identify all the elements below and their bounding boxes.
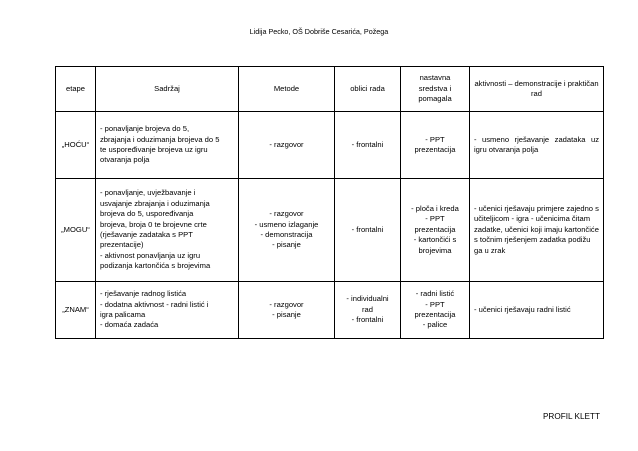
oblici-line: - individualni [346, 294, 389, 304]
sadrzaj-line: otvaranja polja [100, 155, 150, 165]
metode-cell [239, 179, 335, 282]
sadrzaj-line: prezentacije) [100, 240, 144, 250]
sadrzaj-line: igra palicama [100, 310, 146, 319]
metode-line: - pisanje [272, 310, 301, 319]
table-row [56, 112, 604, 179]
etapa-cell: „MOGU“ [56, 179, 96, 282]
oblici-line: - frontalni [351, 224, 384, 234]
sadrzaj-line: - ponavljanje brojeva do 5, [100, 124, 190, 134]
sredstva-cell [401, 112, 470, 179]
footer-brand: PROFIL KLETT [542, 412, 600, 421]
metode-cell [239, 112, 335, 179]
oblici-line: - frontalni [351, 139, 384, 149]
sadrzaj-line: - rješavanje radnog listića [100, 289, 187, 299]
header-sadrzaj: Sadržaj [96, 67, 239, 112]
header-metode: Metode [239, 67, 335, 112]
sredstva-line: prezentacija [414, 224, 456, 234]
sredstva-line: prezentacija [414, 310, 456, 319]
sadrzaj-line: te uspoređivanje brojeva uz igru [100, 145, 208, 154]
oblici-line: rad [362, 304, 373, 314]
etapa-cell: „ZNAM“ [56, 282, 96, 339]
sredstva-line: - ploča i kreda [411, 203, 459, 213]
aktivnosti-cell: - učenici rješavaju radni listić [470, 282, 604, 339]
sadrzaj-line: brojeva do 5, uspoređivanja [100, 209, 194, 219]
sredstva-line: - palice [422, 320, 448, 330]
sadrzaj-line: - aktivnost ponavljanja uz igru [100, 250, 201, 260]
oblici-cell [335, 179, 401, 282]
page-header: Lidija Pecko, OŠ Dobriše Cesarića, Požega [249, 27, 389, 36]
sadrzaj-line: - dodatna aktivnost - radni listić i [100, 299, 209, 309]
sadrzaj-line: (rješavanje zadataka s PPT [100, 230, 193, 239]
sadrzaj-line: usvajanje zbrajanja i oduzimanja [100, 198, 210, 208]
header-etape: etape [56, 67, 96, 112]
sredstva-line: prezentacija [414, 145, 456, 154]
table-header-row [56, 67, 604, 112]
metode-line: - pisanje [272, 240, 301, 250]
sadrzaj-line: - domaća zadaća [100, 320, 159, 330]
sredstva-line: brojevima [418, 245, 452, 255]
sredstva-line: - PPT [425, 134, 445, 144]
oblici-line: - frontalni [351, 315, 384, 325]
oblici-cell [335, 282, 401, 339]
etapa-cell: „HOĆU“ [56, 112, 96, 179]
sadrzaj-cell [96, 282, 239, 339]
header-sredstva: nastavna sredstva i pomagala [401, 67, 470, 112]
aktivnosti-cell: - usmeno rješavanje zadataka uz igru otvaranja polja [470, 112, 604, 179]
lesson-plan-table [55, 66, 604, 339]
metode-line: - razgovor [269, 209, 304, 219]
aktivnosti-cell: - učenici rješavaju primjere zajedno s učiteljicom - igra - učenicima čitam zadatke, učenici koji imaju kartončiće s točnim rješenjem zadatka podižu ga u zrak [470, 179, 604, 282]
metode-line: - razgovor [269, 139, 304, 149]
sredstva-line: - PPT [425, 299, 445, 309]
metode-cell [239, 282, 335, 339]
header-oblici-rada: oblici rada [335, 67, 401, 112]
header-aktivnosti: aktivnosti – demonstracije i praktičan rad [470, 67, 604, 112]
sadrzaj-line: brojeva, broja 0 te brojevne crte [100, 219, 207, 229]
sredstva-cell [401, 179, 470, 282]
metode-line: - razgovor [269, 299, 304, 309]
sadrzaj-line: - ponavljanje, uvježbavanje i [100, 188, 196, 198]
sredstva-cell [401, 282, 470, 339]
sadrzaj-cell [96, 179, 239, 282]
sredstva-line: - PPT [425, 214, 445, 224]
sadrzaj-line: zbrajanja i oduzimanja brojeva do 5 [100, 134, 220, 144]
metode-line: - demonstracija [260, 230, 313, 239]
sredstva-line: - kartončići s [413, 235, 457, 245]
sadrzaj-line: podizanja kartončića s brojevima [100, 261, 211, 271]
oblici-cell [335, 112, 401, 179]
sadrzaj-cell [96, 112, 239, 179]
table-row [56, 282, 604, 339]
metode-line: - usmeno izlaganje [254, 219, 319, 229]
table-row [56, 179, 604, 282]
sredstva-line: - radni listić [415, 289, 455, 299]
